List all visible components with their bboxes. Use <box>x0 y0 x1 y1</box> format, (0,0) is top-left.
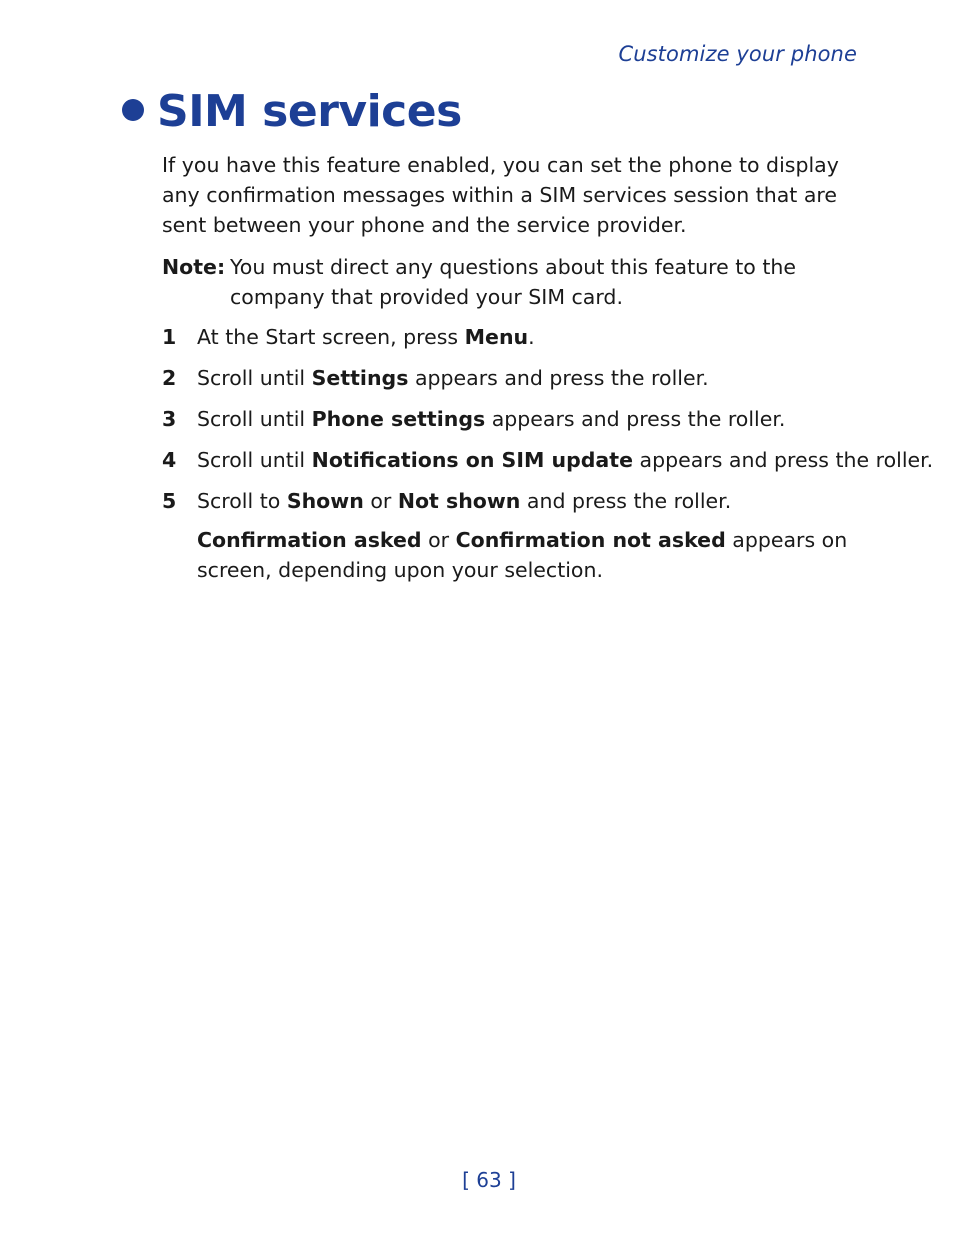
note <box>162 252 862 312</box>
step-text: Scroll until Settings appears and press the roller. <box>197 366 709 390</box>
note-label: Note: <box>162 255 226 279</box>
intro-paragraph: If you have this feature enabled, you can set the phone to display any confirmation messages within a SIM services session that are sent between your phone and the service provider. <box>162 153 839 237</box>
main-content <box>162 150 934 585</box>
running-head: Customize your phone <box>618 42 857 66</box>
step-text: Scroll until Notifications on SIM update appears and press the roller. <box>197 448 934 472</box>
step-number: 4 <box>162 448 177 472</box>
step-item <box>162 404 862 434</box>
step-item <box>162 486 862 516</box>
step-text: At the Start screen, press Menu. <box>197 325 535 349</box>
step-text: Scroll to Shown or Not shown and press the roller. <box>197 489 732 513</box>
step-number: 2 <box>162 366 177 390</box>
step-text: Scroll until Phone settings appears and press the roller. <box>197 407 786 431</box>
step-item <box>162 322 862 352</box>
step-number: 1 <box>162 325 177 349</box>
note-text: You must direct any questions about this feature to the company that provided your SIM card. <box>230 255 796 309</box>
result-paragraph: Confirmation asked or Confirmation not asked appears on screen, depending upon your selection. <box>197 528 848 582</box>
page-title-text: SIM services <box>157 86 462 137</box>
bullet-icon <box>122 99 144 121</box>
step-number: 5 <box>162 489 177 513</box>
page-title <box>122 86 462 137</box>
page-number: [ 63 ] <box>462 1168 516 1192</box>
step-item <box>162 445 934 475</box>
step-number: 3 <box>162 407 177 431</box>
step-item <box>162 363 862 393</box>
steps-list <box>162 322 934 516</box>
